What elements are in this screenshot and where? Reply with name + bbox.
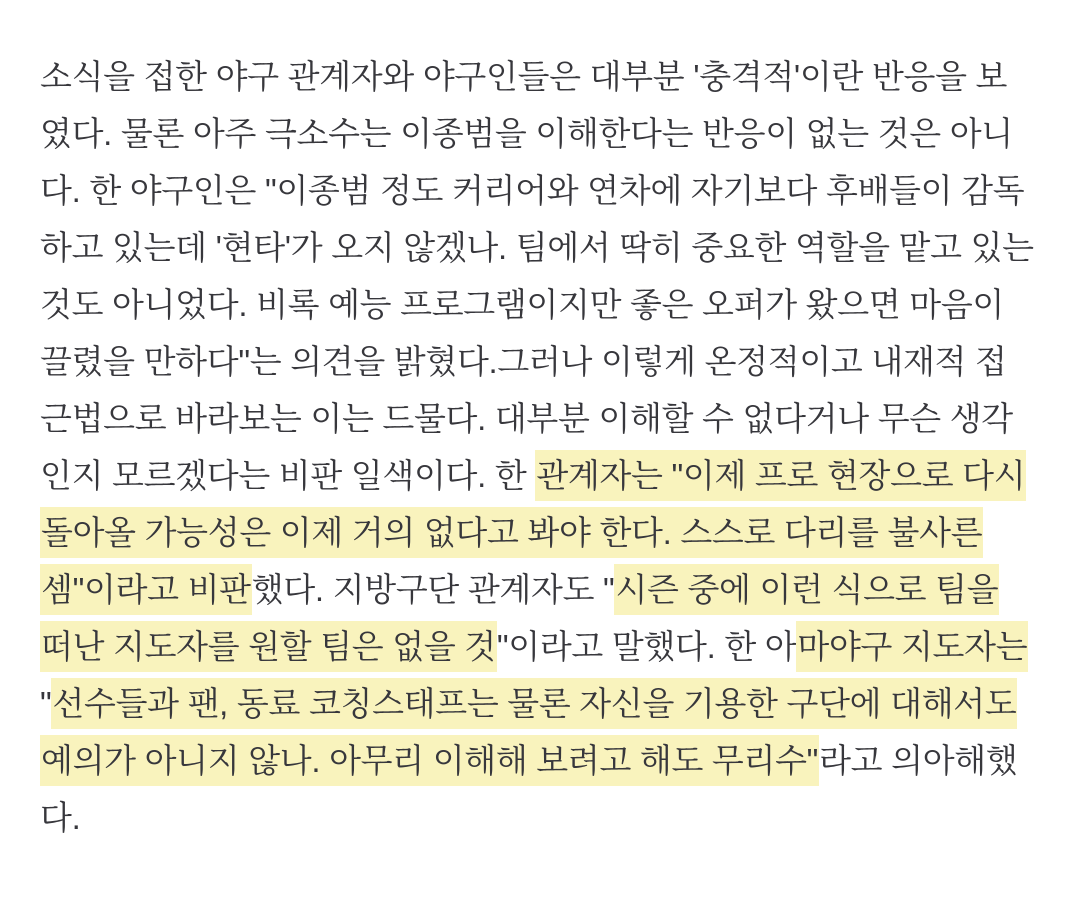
text-line (40, 48, 1052, 105)
text-segment: 다. (40, 799, 81, 836)
text-segment: 끌렸을 만하다"는 의견을 밝혔다.그러나 이렇게 온정적이고 내재적 접 (40, 343, 1007, 380)
text-line (40, 219, 1052, 276)
text-line (40, 390, 1052, 447)
text-segment: 근법으로 바라보는 이는 드물다. 대부분 이해할 수 없다거나 무슨 생각 (40, 400, 1013, 437)
highlighted-text: 돌아올 가능성은 이제 거의 없다고 봐야 한다. 스스로 다리를 불사른 (40, 507, 983, 558)
text-line (40, 162, 1052, 219)
text-line (40, 732, 1052, 789)
text-line (40, 504, 1052, 561)
text-line (40, 333, 1052, 390)
text-line (40, 447, 1052, 504)
text-line (40, 276, 1052, 333)
text-segment: 인지 모르겠다는 비판 일색이다. 한 (40, 457, 536, 494)
text-segment: 였다. 물론 아주 극소수는 이종범을 이해한다는 반응이 없는 것은 아니 (40, 115, 1013, 152)
text-segment: 다. 한 야구인은 "이종범 정도 커리어와 연차에 자기보다 후배들이 감독 (40, 172, 1025, 209)
text-line (40, 105, 1052, 162)
text-line (40, 789, 1052, 846)
highlighted-text: 셈"이라고 비판 (40, 564, 252, 615)
highlighted-text: 예의가 아니지 않나. 아무리 이해해 보려고 해도 무리수" (40, 735, 819, 786)
text-line (40, 561, 1052, 618)
highlighted-text: 선수들과 팬, 동료 코칭스태프는 물론 자신을 기용한 구단에 대해서도 (51, 678, 1017, 729)
highlighted-text: 마야구 지도자는 (796, 621, 1028, 672)
text-line (40, 618, 1052, 675)
text-segment: "이라고 말했다. 한 아 (496, 628, 797, 665)
text-segment: 라고 의아해했 (819, 742, 1018, 779)
highlighted-text: 시즌 중에 이런 식으로 팀을 (614, 564, 999, 615)
text-segment: 것도 아니었다. 비록 예능 프로그램이지만 좋은 오퍼가 왔으면 마음이 (40, 286, 1005, 323)
text-segment: 소식을 접한 야구 관계자와 야구인들은 대부분 '충격적'이란 반응을 보 (40, 58, 1008, 95)
text-segment: 했다. 지방구단 관계자도 " (251, 571, 615, 608)
highlighted-text: 떠난 지도자를 원할 팀은 없을 것 (40, 621, 497, 672)
text-line (40, 675, 1052, 732)
text-segment: " (40, 685, 52, 722)
text-segment: 하고 있는데 '현타'가 오지 않겠나. 팀에서 딱히 중요한 역할을 맡고 있는 (40, 229, 1034, 266)
highlighted-text: 관계자는 "이제 프로 현장으로 다시 (535, 450, 1026, 501)
